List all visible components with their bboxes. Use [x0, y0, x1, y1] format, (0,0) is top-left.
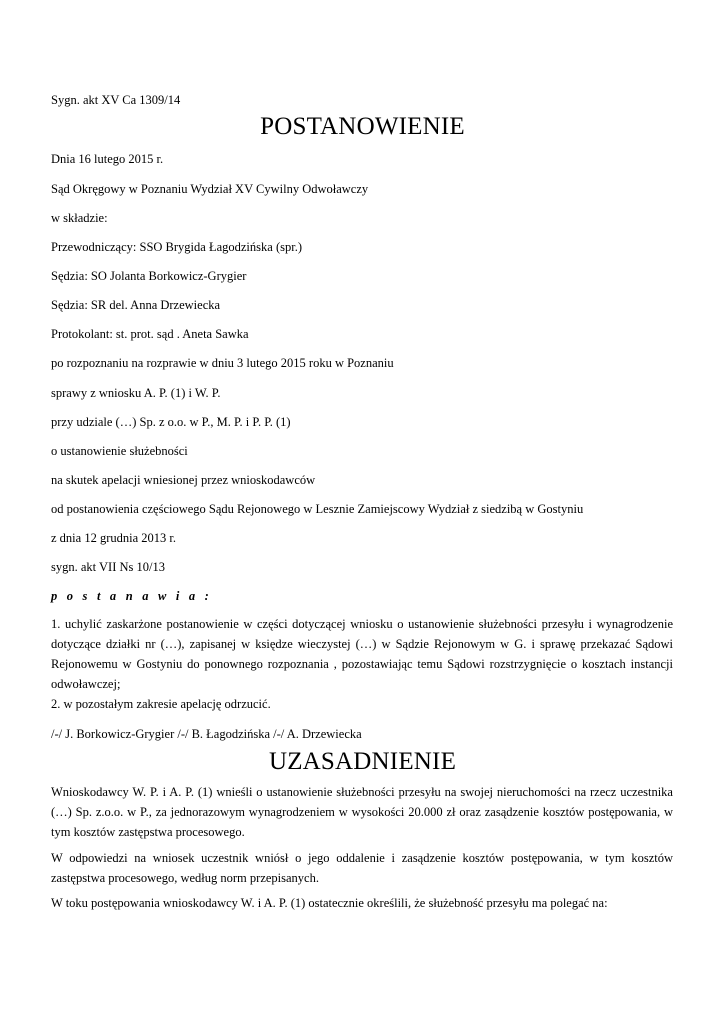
lower-court-date: z dnia 12 grudnia 2013 r. [51, 531, 176, 545]
ruling-item-2: 2. w pozostałym zakresie apelację odrzucić. [51, 697, 271, 711]
court-name: Sąd Okręgowy w Poznaniu Wydział XV Cywilny Odwoławczy [51, 182, 369, 196]
judges-signatures: /-/ J. Borkowicz-Grygier /-/ B. Łagodzińska /-/ A. Drzewiecka [51, 727, 362, 741]
lower-court: od postanowienia częściowego Sądu Rejonowego w Lesznie Zamiejscowy Wydział z siedzibą w Gostyniu [51, 502, 584, 516]
judge-1: Sędzia: SO Jolanta Borkowicz-Grygier [51, 269, 247, 283]
ruling-date: Dnia 16 lutego 2015 r. [51, 152, 164, 166]
justification-paragraph-1: Wnioskodawcy W. P. i A. P. (1) wnieśli o ustanowienie służebności przesyłu na swojej nieruchomości na rzecz uczestnika (…) Sp. z.o.o. w P., za jednorazowym wynagrodzeniem w wysokości 20.000 zł oraz zasądzenie kosztów postępowania, w tym kosztów zastępstwa procesowego. [51, 785, 673, 839]
justification-paragraph-3: W toku postępowania wnioskodawcy W. i A. P. (1) ostatecznie określili, że służebność przesyłu ma polegać na: [51, 896, 608, 910]
hearing-info: po rozpoznaniu na rozprawie w dniu 3 lutego 2015 roku w Poznaniu [51, 356, 394, 370]
justification-paragraph-2: W odpowiedzi na wniosek uczestnik wniósł o jego oddalenie i zasądzenie kosztów postępowania, w tym kosztów zastępstwa procesowego, według norm przepisanych. [51, 851, 673, 885]
appeal-info: na skutek apelacji wniesionej przez wnioskodawców [51, 473, 316, 487]
participants: przy udziale (…) Sp. z o.o. w P., M. P. i P. P. (1) [51, 415, 291, 429]
composition-label: w składzie: [51, 211, 108, 225]
presiding-judge: Przewodniczący: SSO Brygida Łagodzińska (spr.) [51, 240, 302, 254]
case-signature: Sygn. akt XV Ca 1309/14 [51, 93, 181, 107]
judge-2: Sędzia: SR del. Anna Drzewiecka [51, 298, 221, 312]
document-title: POSTANOWIENIE [260, 113, 465, 140]
ruling-item-1: 1. uchylić zaskarżone postanowienie w części dotyczącej wniosku o ustanowienie służebności przesyłu i wynagrodzenie dotyczące działki nr (…), zapisanej w księdze wieczystej (…) w Sądzie Rejonowym w G. i sprawę przekazać Sądowi Rejonowemu w Gostyniu do ponownego rozpoznania , pozostawiając temu Sądowi rozstrzygnięcie o kosztach instancji odwoławczej; [51, 617, 673, 691]
lower-court-signature: sygn. akt VII Ns 10/13 [51, 560, 166, 574]
case-subject: o ustanowienie służebności [51, 444, 188, 458]
court-clerk: Protokolant: st. prot. sąd . Aneta Sawka [51, 327, 249, 341]
justification-title: UZASADNIENIE [268, 748, 457, 775]
ruling-label: p o s t a n a w i a : [51, 589, 212, 603]
case-parties: sprawy z wniosku A. P. (1) i W. P. [51, 386, 221, 400]
